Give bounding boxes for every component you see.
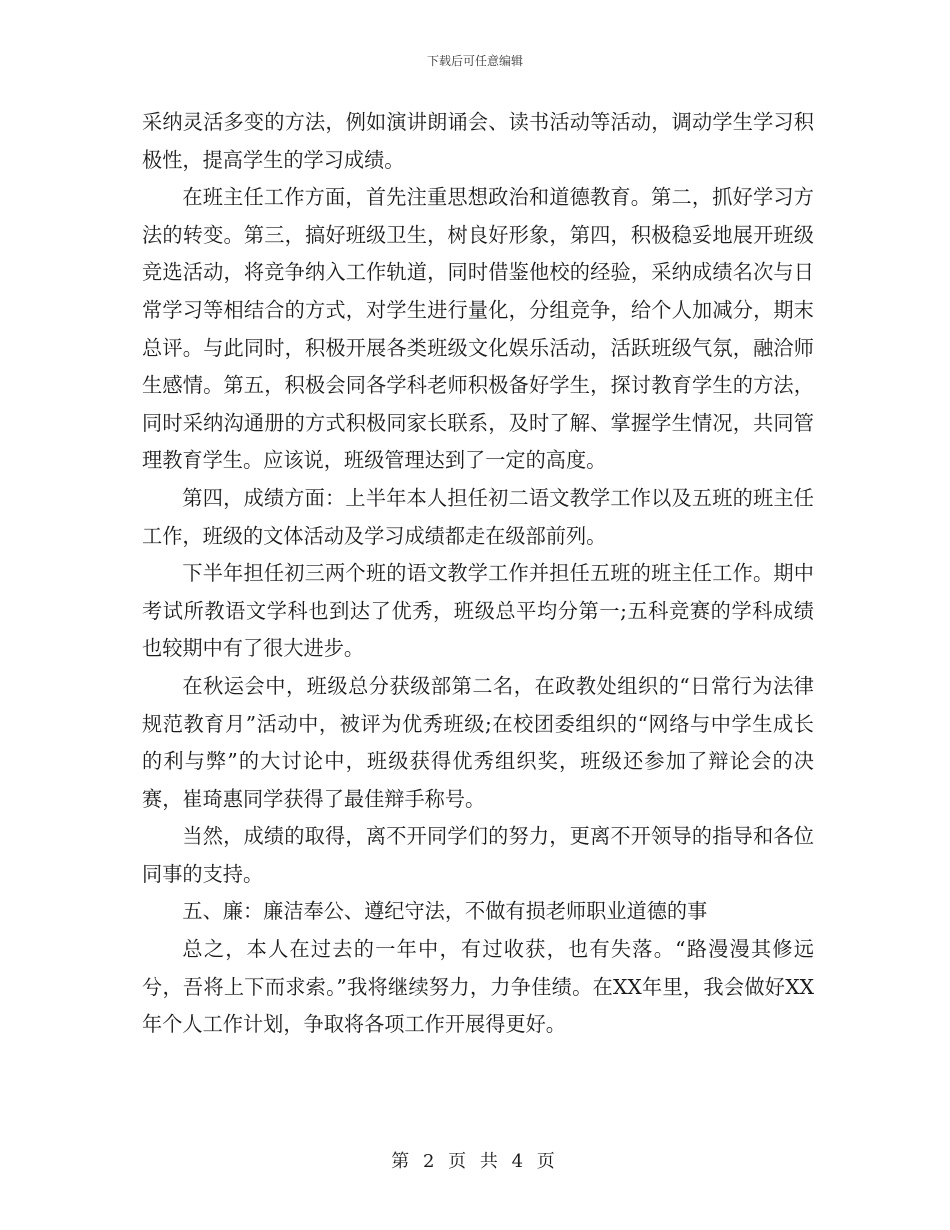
page-header: 下载后可任意编辑 <box>426 54 523 68</box>
document-body <box>142 104 814 1044</box>
page-footer: 第 2 页 共 4 页 <box>391 1151 559 1172</box>
paragraph-2: 在班主任工作方面，首先注重思想政治和道德教育。第二，抓好学习方法的转变。第三，搞好班级卫生，树良好形象，第四，积极稳妥地展开班级竞选活动，将竞争纳入工作轨道，同时借鉴他校的经验，采纳成绩名次与日常学习等相结合的方式，对学生进行量化，分组竞争，给个人加减分，期末总评。与此同时，积极开展各类班级文化娱乐活动，活跃班级气氛，融洽师生感情。第五，积极会同各学科老师积极备好学生，探讨教育学生的方法，同时采纳沟通册的方式积极同家长联系，及时了解、掌握学生情况，共同管理教育学生。应该说，班级管理达到了一定的高度。 <box>142 185 814 473</box>
paragraph-8: 总之，本人在过去的一年中，有过收获，也有失落。“路漫漫其修远兮，吾将上下而求索。”我将继续努力，力争佳绩。在XX年里，我会做好XX年个人工作计划，争取将各项工作开展得更好。 <box>142 937 814 1037</box>
paragraph-4: 下半年担任初三两个班的语文教学工作并担任五班的班主任工作。期中考试所教语文学科也到达了优秀，班级总平均分第一;五科竞赛的学科成绩也较期中有了很大进步。 <box>142 561 814 661</box>
paragraph-6: 当然，成绩的取得，离不开同学们的努力，更离不开领导的指导和各位同事的支持。 <box>142 824 814 886</box>
paragraph-1: 采纳灵活多变的方法，例如演讲朗诵会、读书活动等活动，调动学生学习积极性，提高学生的学习成绩。 <box>142 110 814 172</box>
paragraph-7: 五、廉：廉洁奉公、遵纪守法，不做有损老师职业道德的事 <box>182 899 708 924</box>
paragraph-3: 第四，成绩方面：上半年本人担任初二语文教学工作以及五班的班主任工作，班级的文体活动及学习成绩都走在级部前列。 <box>142 485 814 548</box>
paragraph-5: 在秋运会中，班级总分获级部第二名，在政教处组织的“日常行为法律规范教育月”活动中，被评为优秀班级;在校团委组织的“网络与中学生成长的利与弊”的大讨论中，班级获得优秀组织奖，班级还参加了辩论会的决赛，崔琦惠同学获得了最佳辩手称号。 <box>142 673 814 811</box>
